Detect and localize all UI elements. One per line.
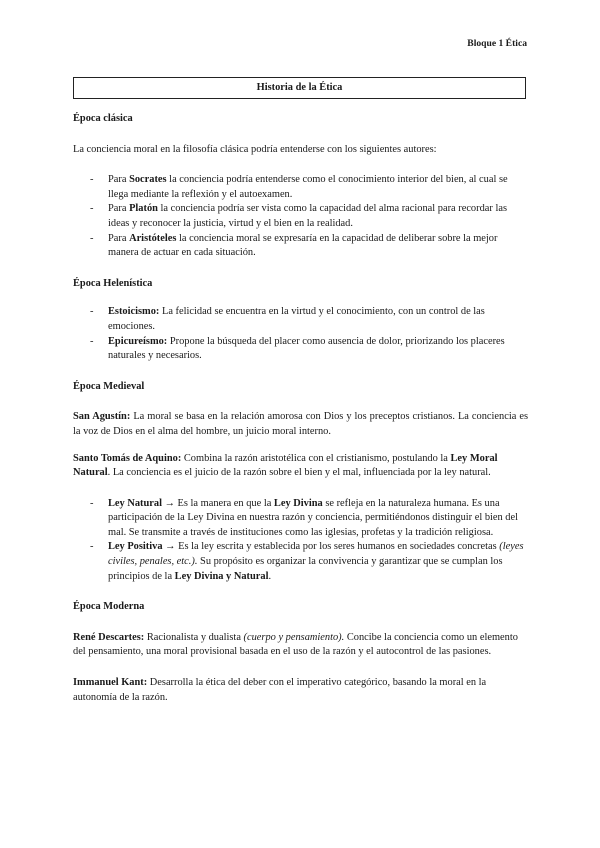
list-item-ley-natural: - Ley Natural → Es la manera en que la Ley Divina se refleja en la naturaleza humana. Es una participación de la Ley Divina en nuestra razón y conciencia, permitiéndonos distinguir el bien del mal. Se transmite a través de instituciones como las iglesias, profetas y la tradición religiosa.	[73, 497, 528, 541]
paragraph-aquino: Santo Tomás de Aquino: Combina la razón aristotélica con el cristianismo, postulando la Ley Moral Natural. La conciencia es el juicio de la razón sobre el bien y el mal, influenciada por la ley natural.	[73, 452, 498, 479]
list-item-aristoteles: - Para Aristóteles la conciencia moral se expresaría en la capacidad de deliberar sobre la mejor manera de actuar en cada situación.	[73, 232, 528, 261]
heading-moderna: Época Moderna	[73, 601, 145, 613]
helenistica-list	[73, 305, 528, 363]
document-title-box	[73, 77, 526, 99]
document-title: Historia de la Ética	[256, 81, 343, 93]
list-item-estoicismo: - Estoicismo: La felicidad se encuentra en la virtud y el conocimiento, con un control de las emociones.	[73, 305, 528, 334]
clasica-list	[73, 173, 528, 261]
list-item-epicureismo: - Epicureísmo: Propone la búsqueda del placer como ausencia de dolor, priorizando los placeres naturales y necesarios.	[73, 335, 528, 364]
medieval-list	[73, 497, 528, 585]
paragraph-agustin: San Agustín: La moral se basa en la relación amorosa con Dios y los preceptos cristianos. La conciencia es la voz de Dios en el alma del hombre, un juicio moral interno.	[73, 411, 528, 437]
list-item-ley-positiva: - Ley Positiva → Es la ley escrita y establecida por los seres humanos en sociedades concretas (leyes civiles, penales, etc.). Su propósito es organizar la convivencia y garantizar que se cumplan los principios de la Ley Divina y Natural.	[73, 540, 528, 584]
heading-helenistica: Época Helenística	[73, 277, 153, 289]
list-item-socrates: - Para Socrates la conciencia podría entenderse como el conocimiento interior del bien, al cual se llega mediante la reflexión y el autoexamen.	[73, 173, 528, 202]
heading-medieval: Época Medieval	[73, 380, 145, 392]
document-header-tag: Bloque 1 Ética	[467, 38, 527, 49]
paragraph-descartes: René Descartes: Racionalista y dualista (cuerpo y pensamiento). Concibe la conciencia como un elemento del pensamiento, una moral provisional basada en el uso de la razón y el autocontrol de las pasiones.	[73, 631, 518, 658]
paragraph-kant: Immanuel Kant: Desarrolla la ética del deber con el imperativo categórico, basando la moral en la autonomía de la razón.	[73, 677, 487, 703]
document-content	[73, 112, 528, 705]
list-item-platon: - Para Platón la conciencia podría ser vista como la capacidad del alma racional para recordar las ideas y reconocer la justicia, virtud y el bien en la realidad.	[73, 202, 528, 231]
clasica-intro: La conciencia moral en la filosofía clásica podría entenderse con los siguientes autores:	[73, 143, 437, 155]
heading-clasica: Época clásica	[73, 113, 133, 124]
